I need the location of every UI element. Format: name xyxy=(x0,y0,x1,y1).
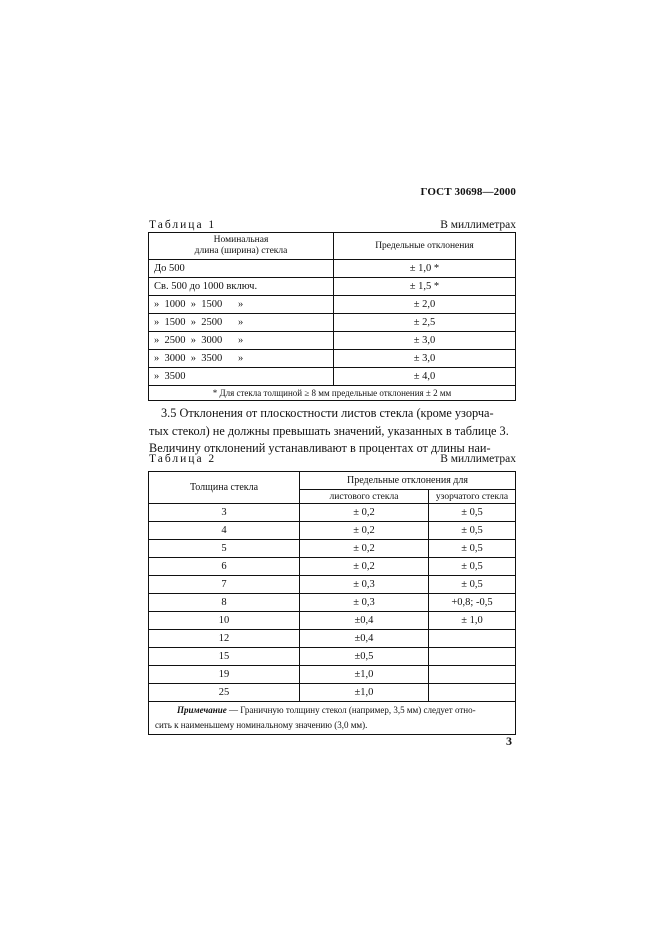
table1 xyxy=(148,232,516,401)
thickness-cell: 12 xyxy=(149,630,300,648)
table2-caption: Таблица 2 xyxy=(149,453,217,465)
size-cell: Св. 500 до 1000 включ. xyxy=(149,278,334,296)
pattern-dev-cell: ± 0,5 xyxy=(429,504,516,522)
paragraph-line: тых стекол) не должны превышать значений, указанных в таблице 3. xyxy=(149,423,509,438)
size-cell: » 3000 » 3500 » xyxy=(149,350,334,368)
table2-units: В миллиметрах xyxy=(440,453,516,465)
deviation-cell: ± 2,0 xyxy=(334,296,516,314)
size-cell: До 500 xyxy=(149,260,334,278)
page-number: 3 xyxy=(506,734,512,748)
table1-col2-header: Предельные отклонения xyxy=(334,233,516,260)
sheet-dev-cell: ± 0,3 xyxy=(300,594,429,612)
pattern-dev-cell: ± 0,5 xyxy=(429,576,516,594)
paragraph-line: Величину отклонений устанавливают в процентах от длины наи- xyxy=(149,441,491,455)
deviation-cell: ± 4,0 xyxy=(334,368,516,386)
table-row xyxy=(149,522,516,540)
table-row xyxy=(149,558,516,576)
sheet-dev-cell: ±0,4 xyxy=(300,630,429,648)
sheet-dev-cell: ± 0,2 xyxy=(300,504,429,522)
thickness-cell: 10 xyxy=(149,612,300,630)
paragraph-3-5 xyxy=(149,405,516,458)
table-row xyxy=(149,684,516,702)
thickness-cell: 4 xyxy=(149,522,300,540)
sheet-dev-cell: ±0,5 xyxy=(300,648,429,666)
table2-group-header: Предельные отклонения для xyxy=(300,472,516,490)
table-row xyxy=(149,576,516,594)
table2-note xyxy=(149,702,516,735)
size-cell: » 2500 » 3000 » xyxy=(149,332,334,350)
pattern-dev-cell xyxy=(429,684,516,702)
thickness-cell: 15 xyxy=(149,648,300,666)
size-cell: » 1500 » 2500 » xyxy=(149,314,334,332)
thickness-cell: 3 xyxy=(149,504,300,522)
sheet-dev-cell: ± 0,2 xyxy=(300,558,429,576)
table-row xyxy=(149,630,516,648)
table1-footnote: * Для стекла толщиной ≥ 8 мм предельные отклонения ± 2 мм xyxy=(149,386,516,401)
table-row xyxy=(149,296,516,314)
sheet-dev-cell: ±1,0 xyxy=(300,684,429,702)
pattern-dev-cell xyxy=(429,666,516,684)
table-row xyxy=(149,666,516,684)
pattern-dev-cell: +0,8; -0,5 xyxy=(429,594,516,612)
table-row xyxy=(149,504,516,522)
thickness-cell: 5 xyxy=(149,540,300,558)
paragraph-line: 3.5 Отклонения от плоскостности листов стекла (кроме узорча- xyxy=(161,406,494,420)
note-label: Примечание xyxy=(177,705,227,715)
table-row xyxy=(149,612,516,630)
table2-sub-header-pattern: узорчатого стекла xyxy=(429,490,516,504)
sheet-dev-cell: ± 0,3 xyxy=(300,576,429,594)
table-row xyxy=(149,332,516,350)
deviation-cell: ± 1,0 * xyxy=(334,260,516,278)
note-text: — Граничную толщину стекол (например, 3,5 мм) следует отно- xyxy=(226,705,476,715)
table-row xyxy=(149,260,516,278)
table-row xyxy=(149,278,516,296)
table1-caption: Таблица 1 xyxy=(149,219,217,231)
table2 xyxy=(148,471,516,735)
pattern-dev-cell xyxy=(429,630,516,648)
table1-units: В миллиметрах xyxy=(440,219,516,231)
deviation-cell: ± 3,0 xyxy=(334,332,516,350)
size-cell: » 1000 » 1500 » xyxy=(149,296,334,314)
pattern-dev-cell: ± 0,5 xyxy=(429,522,516,540)
table-row xyxy=(149,350,516,368)
thickness-cell: 6 xyxy=(149,558,300,576)
sheet-dev-cell: ± 0,2 xyxy=(300,522,429,540)
deviation-cell: ± 1,5 * xyxy=(334,278,516,296)
table2-sub-header-sheet: листового стекла xyxy=(300,490,429,504)
pattern-dev-cell: ± 1,0 xyxy=(429,612,516,630)
size-cell: » 3500 xyxy=(149,368,334,386)
pattern-dev-cell: ± 0,5 xyxy=(429,540,516,558)
table-row xyxy=(149,648,516,666)
table-row xyxy=(149,540,516,558)
deviation-cell: ± 3,0 xyxy=(334,350,516,368)
table2-col1-header: Толщина стекла xyxy=(149,472,300,504)
thickness-cell: 8 xyxy=(149,594,300,612)
sheet-dev-cell: ± 0,2 xyxy=(300,540,429,558)
table-row xyxy=(149,594,516,612)
table-row xyxy=(149,368,516,386)
pattern-dev-cell xyxy=(429,648,516,666)
sheet-dev-cell: ±0,4 xyxy=(300,612,429,630)
thickness-cell: 25 xyxy=(149,684,300,702)
thickness-cell: 19 xyxy=(149,666,300,684)
standard-designation: ГОСТ 30698—2000 xyxy=(420,186,516,198)
thickness-cell: 7 xyxy=(149,576,300,594)
sheet-dev-cell: ±1,0 xyxy=(300,666,429,684)
pattern-dev-cell: ± 0,5 xyxy=(429,558,516,576)
deviation-cell: ± 2,5 xyxy=(334,314,516,332)
table-row xyxy=(149,314,516,332)
table1-col1-header: Номинальная длина (ширина) стекла xyxy=(149,233,334,260)
note-text-cont: сить к наименьшему номинальному значению (3,0 мм). xyxy=(155,720,368,730)
